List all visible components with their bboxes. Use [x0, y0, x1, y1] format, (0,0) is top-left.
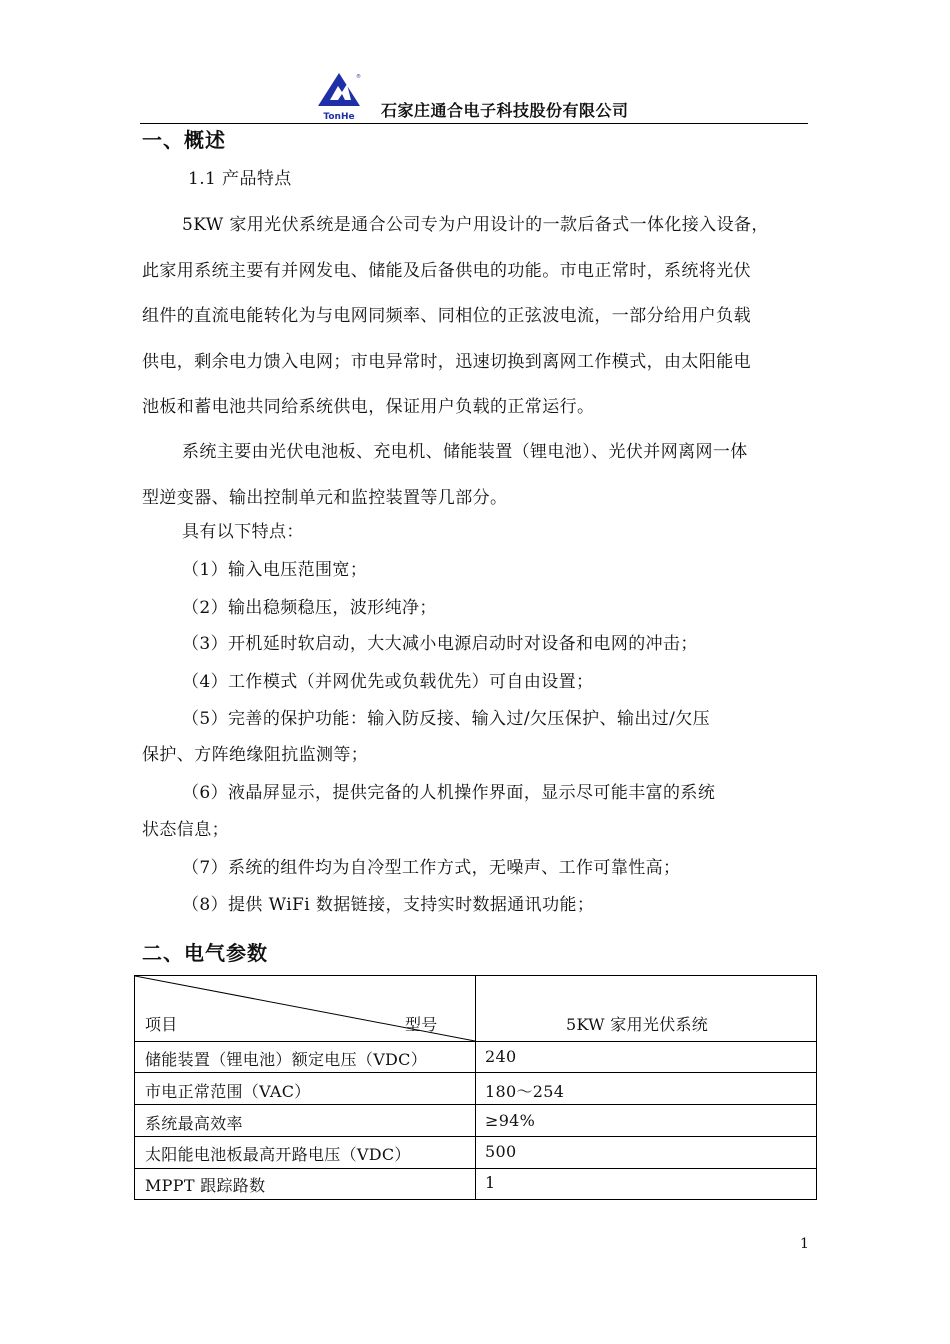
section-heading-electrical: 二、电气参数 [142, 941, 268, 965]
feature-item: （5）完善的保护功能：输入防反接、输入过/欠压保护、输出过/欠压 [182, 709, 711, 729]
table-row-divider [135, 1041, 816, 1042]
subheading-product-features: 1.1 产品特点 [188, 169, 292, 189]
electrical-parameters-table [134, 975, 817, 1200]
feature-item: （1）输入电压范围宽； [182, 560, 368, 580]
feature-item: （6）液晶屏显示，提供完备的人机操作界面，显示尽可能丰富的系统 [182, 783, 716, 803]
page-number: 1 [800, 1236, 809, 1252]
table-cell-value: 500 [485, 1142, 517, 1161]
paragraph-line: 型逆变器、输出控制单元和监控装置等几部分。 [142, 488, 508, 508]
feature-item: （4）工作模式（并网优先或负载优先）可自由设置； [182, 672, 594, 692]
header-divider [140, 123, 808, 124]
company-name: 石家庄通合电子科技股份有限公司 [381, 101, 629, 120]
paragraph-line: 池板和蓄电池共同给系统供电，保证用户负载的正常运行。 [142, 397, 595, 417]
feature-item: （3）开机延时软启动，大大减小电源启动时对设备和电网的冲击； [182, 634, 698, 654]
paragraph-line: 供电，剩余电力馈入电网；市电异常时，迅速切换到离网工作模式，由太阳能电 [142, 352, 751, 372]
table-row-divider [135, 1136, 816, 1137]
svg-text:®: ® [356, 74, 361, 80]
table-cell-param: 市电正常范围（VAC） [145, 1082, 311, 1101]
table-cell-value: ≥94% [485, 1111, 536, 1130]
table-cell-value: 180～254 [485, 1082, 565, 1101]
paragraph-line: 5KW 家用光伏系统是通合公司专为户用设计的一款后备式一体化接入设备， [182, 215, 769, 235]
company-logo [316, 70, 362, 122]
table-cell-param: 系统最高效率 [145, 1114, 243, 1133]
paragraph-line: 此家用系统主要有并网发电、储能及后备供电的功能。市电正常时，系统将光伏 [142, 261, 751, 281]
table-column-divider [475, 976, 476, 1199]
table-row-divider [135, 1072, 816, 1073]
table-row-divider [135, 1168, 816, 1169]
paragraph-line: 系统主要由光伏电池板、充电机、储能装置（锂电池）、光伏并网离网一体 [182, 442, 748, 462]
paragraph-line: 组件的直流电能转化为与电网同频率、同相位的正弦波电流，一部分给用户负载 [142, 306, 751, 326]
table-cell-value: 240 [485, 1047, 517, 1066]
features-intro: 具有以下特点： [182, 522, 304, 542]
table-cell-param: 太阳能电池板最高开路电压（VDC） [145, 1145, 411, 1164]
table-row-divider [135, 1104, 816, 1105]
feature-item-continued: 保护、方阵绝缘阻抗监测等； [142, 745, 369, 765]
table-cell-param: MPPT 跟踪路数 [145, 1176, 266, 1195]
table-header-item: 项目 [145, 1015, 178, 1034]
table-header-model: 型号 [405, 1015, 438, 1034]
section-heading-overview: 一、概述 [142, 128, 226, 152]
feature-item: （7）系统的组件均为自冷型工作方式，无噪声、工作可靠性高； [182, 858, 681, 878]
table-header-value: 5KW 家用光伏系统 [566, 1015, 709, 1034]
table-cell-value: 1 [485, 1173, 496, 1192]
feature-item: （2）输出稳频稳压，波形纯净； [182, 598, 437, 618]
feature-item: （8）提供 WiFi 数据链接，支持实时数据通讯功能； [182, 895, 595, 915]
logo-text: TonHe [323, 112, 355, 122]
feature-item-continued: 状态信息； [142, 820, 229, 840]
table-cell-param: 储能装置（锂电池）额定电压（VDC） [145, 1050, 428, 1069]
